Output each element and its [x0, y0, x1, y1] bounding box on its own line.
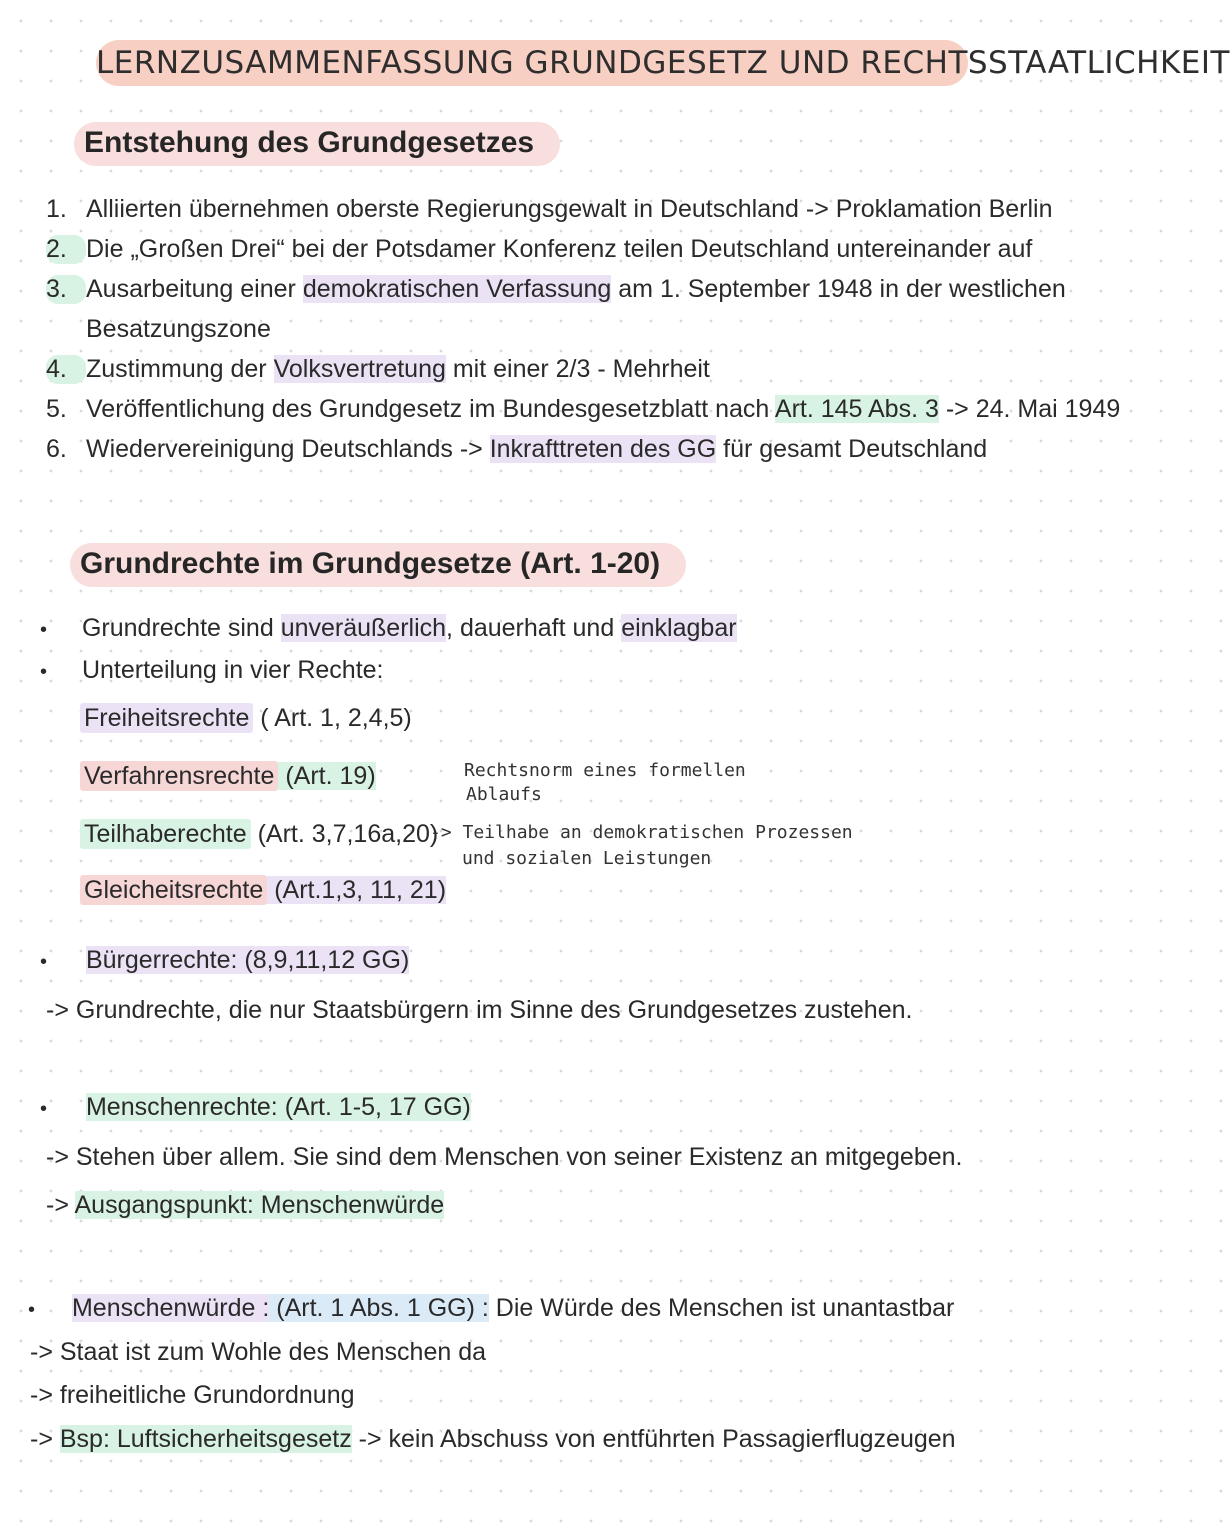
bullet-menschenwuerde: • Menschenwürde : (Art. 1 Abs. 1 GG) : Die Würde des Menschen ist unantastbar: [28, 1294, 955, 1322]
list-item: 3. Ausarbeitung einer demokratischen Verfassung am 1. September 1948 in der westlichen: [46, 275, 1066, 303]
list-item: 2. Die „Großen Drei“ bei der Potsdamer Konferenz teilen Deutschland untereinander auf: [46, 235, 1033, 263]
page-title: LERNZUSAMMENFASSUNG GRUNDGESETZ UND RECHTSSTAATLICHKEIT: [96, 40, 968, 86]
section-heading-grundrechte: Grundrechte im Grundgesetze (Art. 1-20): [70, 543, 686, 587]
note-menschenrechte-2: -> Ausgangspunkt: Menschenwürde: [46, 1191, 445, 1219]
note-verfahren: Rechtsnorm eines formellen: [464, 760, 746, 781]
note-wuerde-3: -> Bsp: Luftsicherheitsgesetz -> kein Abschuss von entführten Passagierflugzeugen: [30, 1425, 956, 1453]
note-teilhabe-2: und sozialen Leistungen: [462, 848, 712, 869]
right-verfahrensrechte: Verfahrensrechte (Art. 19): [80, 762, 376, 791]
right-freiheitsrechte: Freiheitsrechte ( Art. 1, 2,4,5): [80, 704, 412, 733]
list-item: 4. Zustimmung der Volksvertretung mit einer 2/3 - Mehrheit: [46, 355, 710, 383]
note-buergerrechte: -> Grundrechte, die nur Staatsbürgern im Sinne des Grundgesetzes zustehen.: [46, 996, 913, 1024]
section-heading-entstehung: Entstehung des Grundgesetzes: [74, 122, 560, 166]
bullet-item: • Grundrechte sind unveräußerlich, dauerhaft und einklagbar: [40, 614, 737, 642]
right-gleichheitsrechte: Gleicheitsrechte (Art.1,3, 11, 21): [80, 876, 446, 905]
list-item-continuation: Besatzungszone: [86, 315, 271, 343]
bullet-icon: •: [28, 1299, 36, 1321]
bullet-item: • Unterteilung in vier Rechte:: [40, 656, 384, 684]
note-menschenrechte-1: -> Stehen über allem. Sie sind dem Menschen von seiner Existenz an mitgegeben.: [46, 1143, 963, 1171]
note-wuerde-1: -> Staat ist zum Wohle des Menschen da: [30, 1338, 487, 1366]
bullet-icon: •: [40, 951, 48, 973]
list-item: 1. Alliierten übernehmen oberste Regierungsgewalt in Deutschland -> Proklamation Berlin: [46, 195, 1053, 223]
list-item: 5. Veröffentlichung des Grundgesetz im Bundesgesetzblatt nach Art. 145 Abs. 3 -> 24. Mai 1949: [46, 395, 1121, 423]
note-teilhabe: -> Teilhabe an demokratischen Prozessen: [430, 822, 853, 843]
list-item: 6. Wiedervereinigung Deutschlands -> Inkrafttreten des GG für gesamt Deutschland: [46, 435, 988, 463]
note-wuerde-2: -> freiheitliche Grundordnung: [30, 1381, 355, 1409]
bullet-icon: •: [40, 1098, 48, 1120]
bullet-buergerrechte: • Bürgerrechte: (8,9,11,12 GG): [40, 946, 410, 974]
bullet-menschenrechte: • Menschenrechte: (Art. 1-5, 17 GG): [40, 1093, 471, 1121]
right-teilhaberechte: Teilhaberechte (Art. 3,7,16a,20): [80, 820, 438, 849]
bullet-icon: •: [40, 619, 48, 641]
note-verfahren-2: Ablaufs: [466, 784, 542, 805]
bullet-icon: •: [40, 661, 48, 683]
